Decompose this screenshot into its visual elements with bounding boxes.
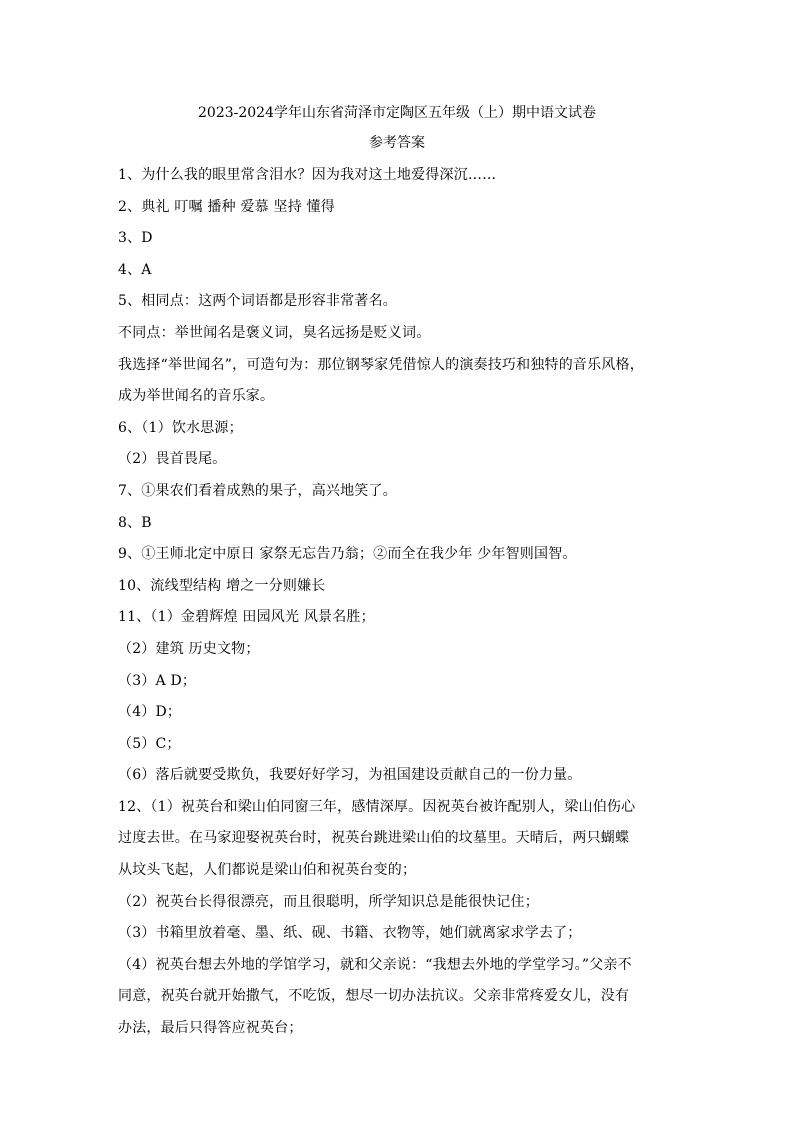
page-title: 2023-2024学年山东省菏泽市定陶区五年级（上）期中语文试卷 <box>198 105 596 121</box>
answer-line: （2）建筑 历史文物； <box>118 640 260 657</box>
answer-line: （3）书箱里放着毫、墨、纸、砚、书籍、衣物等，她们就离家求学去了； <box>118 925 582 942</box>
answer-line: 6、（1）饮水思源； <box>118 419 243 436</box>
answer-line: 10、流线型结构 增之一分则嫌长 <box>118 577 326 594</box>
answer-line: 8、B <box>118 514 152 531</box>
answer-line: 7、①果农们看着成熟的果子，高兴地笑了。 <box>118 482 397 499</box>
answer-list <box>118 166 688 1051</box>
answer-line: 1、为什么我的眼里常含泪水？因为我对这土地爱得深沉…… <box>118 167 497 183</box>
answer-line: 9、①王师北定中原日 家祭无忘告乃翁；②而全在我少年 少年智则国智。 <box>118 546 577 563</box>
answer-line: 过度去世。在马家迎娶祝英台时，祝英台跳进梁山伯的坟墓里。天晴后，两只蝴蝶 <box>118 830 630 847</box>
page-subtitle: 参考答案 <box>369 135 425 151</box>
answer-line: 我选择“举世闻名”，可造句为：那位钢琴家凭借惊人的演奏技巧和独特的音乐风格， <box>118 356 644 373</box>
answer-line: 4、A <box>118 261 152 278</box>
answer-line: 12、（1）祝英台和梁山伯同窗三年，感情深厚。因祝英台被许配别人，梁山伯伤心 <box>118 798 636 815</box>
answer-line: （4）D； <box>118 704 182 721</box>
answer-line: 11、（1）金碧辉煌 田园风光 风景名胜； <box>118 609 375 626</box>
answer-line: 5、相同点：这两个词语都是形容非常著名。 <box>118 293 397 310</box>
answer-line: 成为举世闻名的音乐家。 <box>118 388 275 405</box>
answer-line: （5）C； <box>118 735 181 752</box>
answer-line: （2）畏首畏尾。 <box>118 451 227 468</box>
answer-line: 同意，祝英台就开始撒气，不吃饭，想尽一切办法抗议。父亲非常疼爱女儿，没有 <box>118 988 630 1005</box>
answer-line: 办法，最后只得答应祝英台； <box>118 1020 303 1037</box>
answer-line: （2）祝英台长得很漂亮，而且很聪明，所学知识总是能很快记住； <box>118 893 539 910</box>
answer-line: 从坟头飞起，人们都说是梁山伯和祝英台变的； <box>118 862 417 879</box>
answer-line: （6）落后就要受欺负，我要好好学习，为祖国建设贡献自己的一份力量。 <box>118 767 582 784</box>
answer-line: （3）A D； <box>118 672 197 689</box>
answer-line: 3、D <box>118 230 153 247</box>
answer-line: 不同点：举世闻名是褒义词，臭名远扬是贬义词。 <box>118 324 431 341</box>
answer-line: （4）祝英台想去外地的学馆学习，就和父亲说：“我想去外地的学堂学习。”父亲不 <box>118 956 632 973</box>
answer-line: 2、典礼 叮嘱 播种 爱慕 坚持 懂得 <box>118 198 335 215</box>
